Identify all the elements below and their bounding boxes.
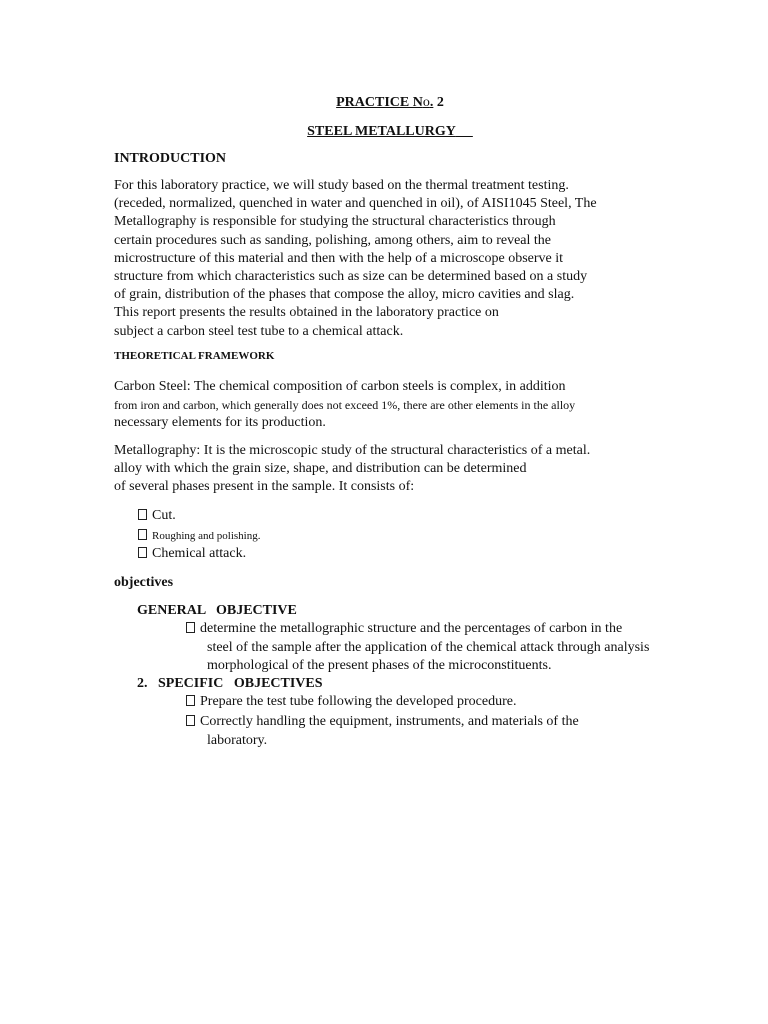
- general-objective-item: [186, 620, 622, 638]
- step-item: [138, 507, 176, 525]
- checkbox-bullet-icon: [186, 622, 195, 633]
- step-label: Roughing and polishing.: [152, 530, 261, 542]
- intro-line: certain procedures such as sanding, polishing, among others, aim to reveal the: [114, 233, 551, 248]
- page-title: [0, 94, 768, 112]
- general-objective-line: determine the metallographic structure and the percentages of carbon in the: [200, 621, 623, 636]
- step-item: [138, 545, 246, 563]
- intro-line: Metallography is responsible for studying the structural characteristics through: [114, 214, 556, 229]
- general-objective-line: steel of the sample after the application of the chemical attack through analysis: [207, 640, 650, 655]
- checkbox-bullet-icon: [186, 715, 195, 726]
- metallography-line: Metallography: It is the microscopic study of the structural characteristics of a metal.: [114, 443, 591, 458]
- specific-objective-label: Correctly handling the equipment, instruments, and materials of the: [200, 714, 579, 729]
- step-label: Chemical attack.: [152, 546, 247, 561]
- specific-objectives-heading: 2. SPECIFIC OBJECTIVES: [137, 676, 323, 691]
- carbon-steel-line: necessary elements for its production.: [114, 415, 326, 430]
- objectives-heading: objectives: [114, 575, 174, 590]
- metallography-line: alloy with which the grain size, shape, and distribution can be determined: [114, 461, 527, 476]
- intro-line: of grain, distribution of the phases that compose the alloy, micro cavities and slag.: [114, 287, 575, 302]
- specific-objective-item: [186, 693, 516, 711]
- intro-line: This report presents the results obtained in the laboratory practice on: [114, 305, 499, 320]
- subtitle-text: STEEL METALLURGY: [307, 124, 456, 139]
- metallography-line: of several phases present in the sample. It consists of:: [114, 479, 415, 494]
- intro-line: microstructure of this material and then with the help of a microscope observe it: [114, 251, 564, 266]
- general-objective-heading: GENERAL OBJECTIVE: [137, 603, 297, 618]
- step-item: [138, 527, 260, 545]
- page-subtitle: [0, 123, 768, 141]
- subtitle-trail: [455, 124, 473, 139]
- intro-line: (receded, normalized, quenched in water and quenched in oil), of AISI1045 Steel, The: [114, 196, 597, 211]
- intro-line: subject a carbon steel test tube to a chemical attack.: [114, 324, 404, 339]
- carbon-steel-line: from iron and carbon, which generally does not exceed 1%, there are other elements in the alloy: [114, 398, 576, 412]
- general-objective-line: morphological of the present phases of the microconstituents.: [207, 658, 552, 673]
- introduction-heading: INTRODUCTION: [114, 151, 227, 166]
- specific-objective-continuation: laboratory.: [207, 733, 268, 748]
- intro-line: structure from which characteristics such as size can be determined based on a study: [114, 269, 588, 284]
- title-o: o: [422, 95, 430, 110]
- theoretical-heading: THEORETICAL FRAMEWORK: [114, 350, 275, 362]
- carbon-steel-line: Carbon Steel: The chemical composition of carbon steels is complex, in addition: [114, 379, 566, 394]
- checkbox-bullet-icon: [138, 509, 147, 520]
- checkbox-bullet-icon: [138, 529, 147, 540]
- checkbox-bullet-icon: [186, 695, 195, 706]
- title-dot: .: [429, 95, 434, 110]
- title-number: 2: [433, 95, 444, 110]
- checkbox-bullet-icon: [138, 547, 147, 558]
- title-prefix: PRACTICE N: [336, 95, 423, 110]
- intro-line: For this laboratory practice, we will study based on the thermal treatment testing.: [114, 178, 569, 193]
- step-label: Cut.: [152, 508, 176, 523]
- specific-objective-label: Prepare the test tube following the developed procedure.: [200, 694, 517, 709]
- specific-objective-item: [186, 713, 579, 731]
